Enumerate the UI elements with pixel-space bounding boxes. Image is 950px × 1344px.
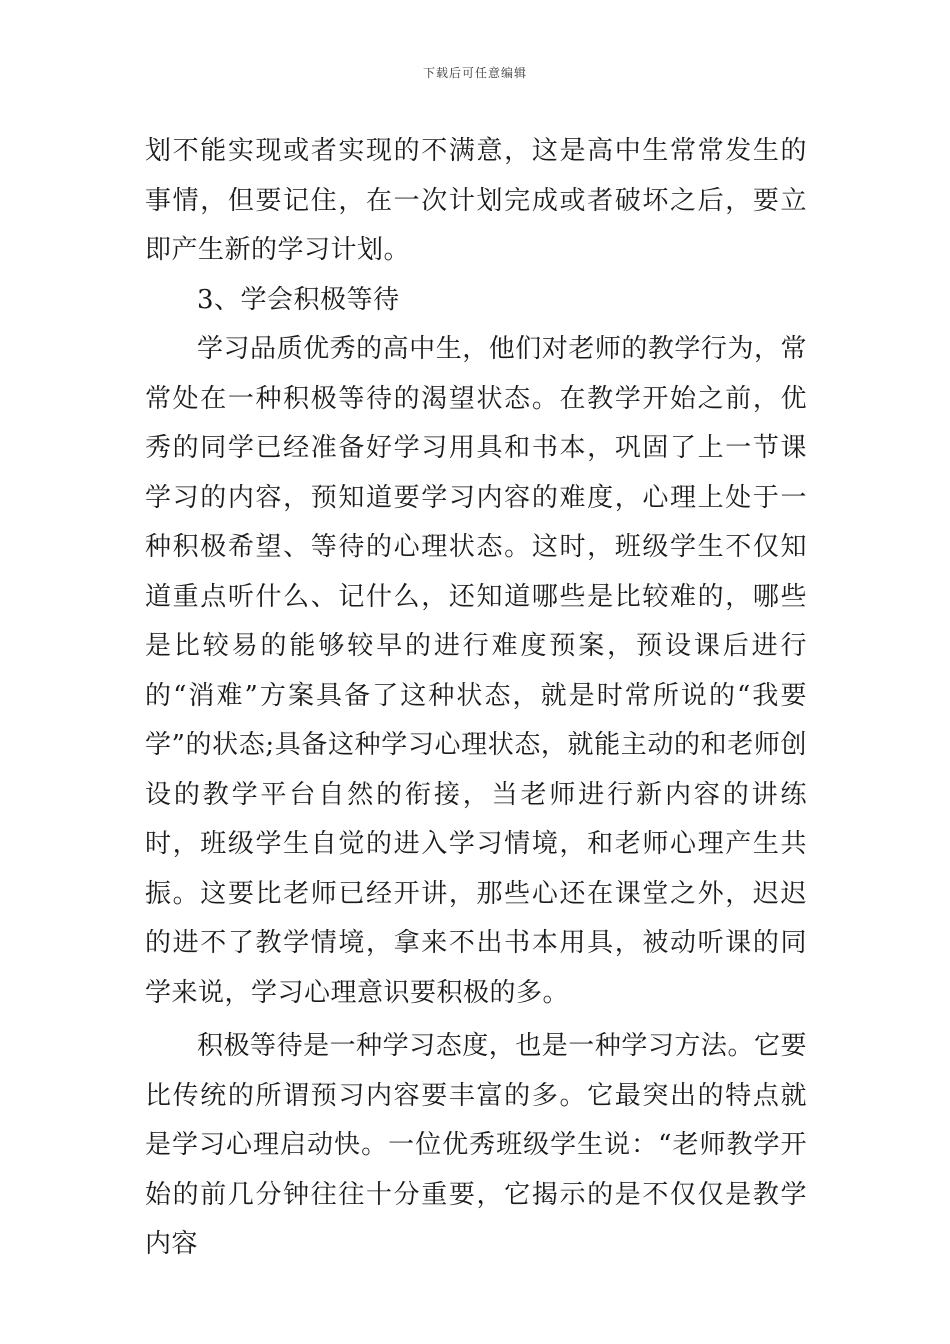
section-heading: 3、学会积极等待 — [197, 284, 400, 315]
header-note: 下载后可任意编辑 — [422, 66, 527, 80]
document-body — [145, 127, 807, 1270]
paragraph-continuation: 划不能实现或者实现的不满意，这是高中生常常发生的事情，但要记住，在一次计划完成或者破坏之后，要立即产生新的学习计划。 — [145, 136, 807, 265]
paragraph-active-waiting: 学习品质优秀的高中生，他们对老师的教学行为，常常处在一种积极等待的渴望状态。在教学开始之前，优秀的同学已经准备好学习用具和书本，巩固了上一节课学习的内容，预知道要学习内容的难度，心理上处于一种积极希望、等待的心理状态。这时，班级学生不仅知道重点听什么、记什么，还知道哪些是比较难的，哪些是比较易的能够较早的进行难度预案，预设课后进行的“消难”方案具备了这种状态，就是时常所说的“我要学”的状态;具备这种学习心理状态，就能主动的和老师创设的教学平台自然的衔接，当老师进行新内容的讲练时，班级学生自觉的进入学习情境，和老师心理产生共振。这要比老师已经开讲，那些心还在课堂之外，迟迟的进不了教学情境，拿来不出书本用具，被动听课的同学来说，学习心理意识要积极的多。 — [145, 334, 807, 1008]
paragraph-learning-method: 积极等待是一种学习态度，也是一种学习方法。它要比传统的所谓预习内容要丰富的多。它最突出的特点就是学习心理启动快。一位优秀班级学生说：“老师教学开始的前几分钟往往十分重要，它揭示的是不仅仅是教学内容 — [145, 1031, 807, 1259]
